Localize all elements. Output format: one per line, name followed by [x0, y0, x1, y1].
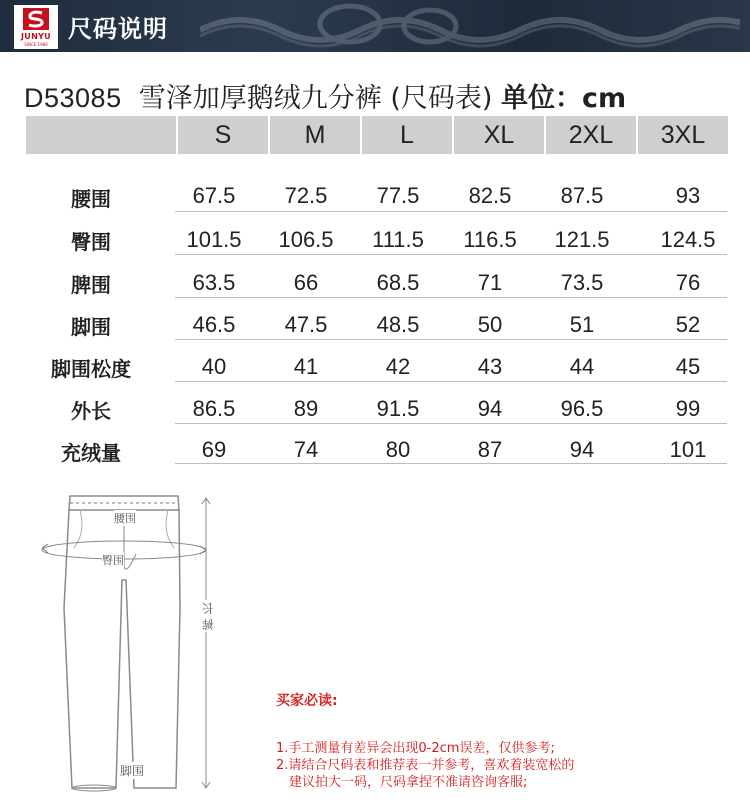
table-cell: 43: [477, 354, 503, 379]
brand-logo: [14, 5, 58, 49]
notice-line-2: 2.请结合尺码表和推荐表一并参考，喜欢着装宽松的: [276, 758, 575, 773]
unit-label: 单位：cm: [501, 83, 627, 114]
row-divider: [175, 339, 727, 340]
table-cell: 111.5: [372, 227, 424, 252]
table-cell: 67.5: [192, 183, 236, 208]
row-divider: [175, 297, 727, 298]
table-cell: 80: [385, 437, 411, 462]
table-cell: 94: [477, 396, 503, 421]
table-cell: 96.5: [560, 396, 604, 421]
table-cell: 44: [569, 354, 595, 379]
table-cell: 71: [477, 270, 503, 295]
size-header-row: [26, 116, 728, 154]
notice-line-1: 1.手工测量有差异会出现0-2cm误差，仅供参考;: [276, 741, 555, 756]
notice-title: 买家必读:: [276, 693, 338, 709]
table-cell: 87.5: [560, 183, 604, 208]
table-cell: 74: [293, 437, 319, 462]
notice-line-3: 建议拍大一码，尺码拿捏不准请咨询客服;: [289, 775, 528, 790]
table-cell: 101: [669, 437, 707, 462]
row-label-thigh: 脾围: [71, 273, 111, 297]
size-3xl: 3XL: [660, 121, 706, 149]
table-cell: 94: [569, 437, 595, 462]
table-cell: 48.5: [376, 312, 420, 337]
table-cell: 72.5: [284, 183, 328, 208]
table-cell: 91.5: [376, 396, 420, 421]
length-label: 裤长: [201, 601, 214, 631]
table-cell: 40: [201, 354, 227, 379]
row-label-outer-length: 外长: [71, 399, 111, 423]
table-cell: 87: [477, 437, 503, 462]
table-cell: 124.5: [660, 227, 716, 252]
table-cell: 106.5: [278, 227, 334, 252]
table-cell: 86.5: [192, 396, 236, 421]
table-label: (尺码表): [390, 83, 493, 114]
brand-name: JUNYU: [21, 32, 51, 41]
size-l: L: [400, 121, 414, 149]
row-label-down-fill: 充绒量: [61, 441, 121, 465]
row-divider: [175, 423, 727, 424]
brand-since: SINCE 1986: [24, 42, 48, 47]
table-cell: 116.5: [463, 227, 517, 252]
product-name: 雪泽加厚鹅绒九分裤: [138, 83, 382, 114]
hip-label: 臀围: [102, 554, 124, 567]
product-code: D53085: [24, 83, 122, 113]
table-cell: 69: [201, 437, 227, 462]
pants-outline-icon: [30, 488, 230, 807]
table-cell: 73.5: [560, 270, 604, 295]
size-m: M: [304, 121, 326, 149]
product-title: [24, 76, 626, 115]
table-cell: 66: [293, 270, 319, 295]
waist-label: 腰围: [114, 512, 136, 525]
row-divider: [175, 381, 727, 382]
table-cell: 50: [477, 312, 503, 337]
row-divider: [175, 254, 727, 255]
table-cell: 41: [293, 354, 319, 379]
row-label-hip: 臀围: [71, 230, 111, 254]
table-cell: 82.5: [468, 183, 512, 208]
pants-measurement-diagram: [30, 488, 230, 807]
table-cell: 42: [385, 354, 411, 379]
table-cell: 47.5: [284, 312, 328, 337]
row-label-hem: 脚围: [71, 315, 111, 339]
row-label-waist: 腰围: [71, 187, 111, 211]
table-cell: 93: [675, 183, 701, 208]
table-cell: 46.5: [192, 312, 236, 337]
rope-decoration-graphic: [200, 0, 740, 52]
row-divider: [175, 211, 727, 212]
table-cell: 63.5: [192, 270, 236, 295]
buyer-notice: [276, 690, 746, 791]
table-cell: 99: [675, 396, 701, 421]
page-title: 尺码说明: [68, 15, 168, 43]
table-cell: 76: [675, 270, 701, 295]
table-cell: 121.5: [554, 227, 610, 252]
table-cell: 51: [569, 312, 595, 337]
hem-label: 脚围: [120, 764, 145, 778]
row-divider: [175, 463, 727, 464]
size-xl: XL: [483, 121, 515, 149]
size-2xl: 2XL: [568, 121, 614, 149]
table-cell: 45: [675, 354, 701, 379]
table-cell: 101.5: [186, 227, 242, 252]
table-cell: 89: [293, 396, 319, 421]
table-cell: 77.5: [376, 183, 420, 208]
table-cell: 52: [675, 312, 701, 337]
header-banner: [0, 0, 750, 52]
size-s: S: [214, 121, 232, 149]
brand-s-mark-icon: [23, 8, 49, 30]
row-label-hem-ease: 脚围松度: [51, 357, 131, 381]
table-cell: 68.5: [376, 270, 420, 295]
